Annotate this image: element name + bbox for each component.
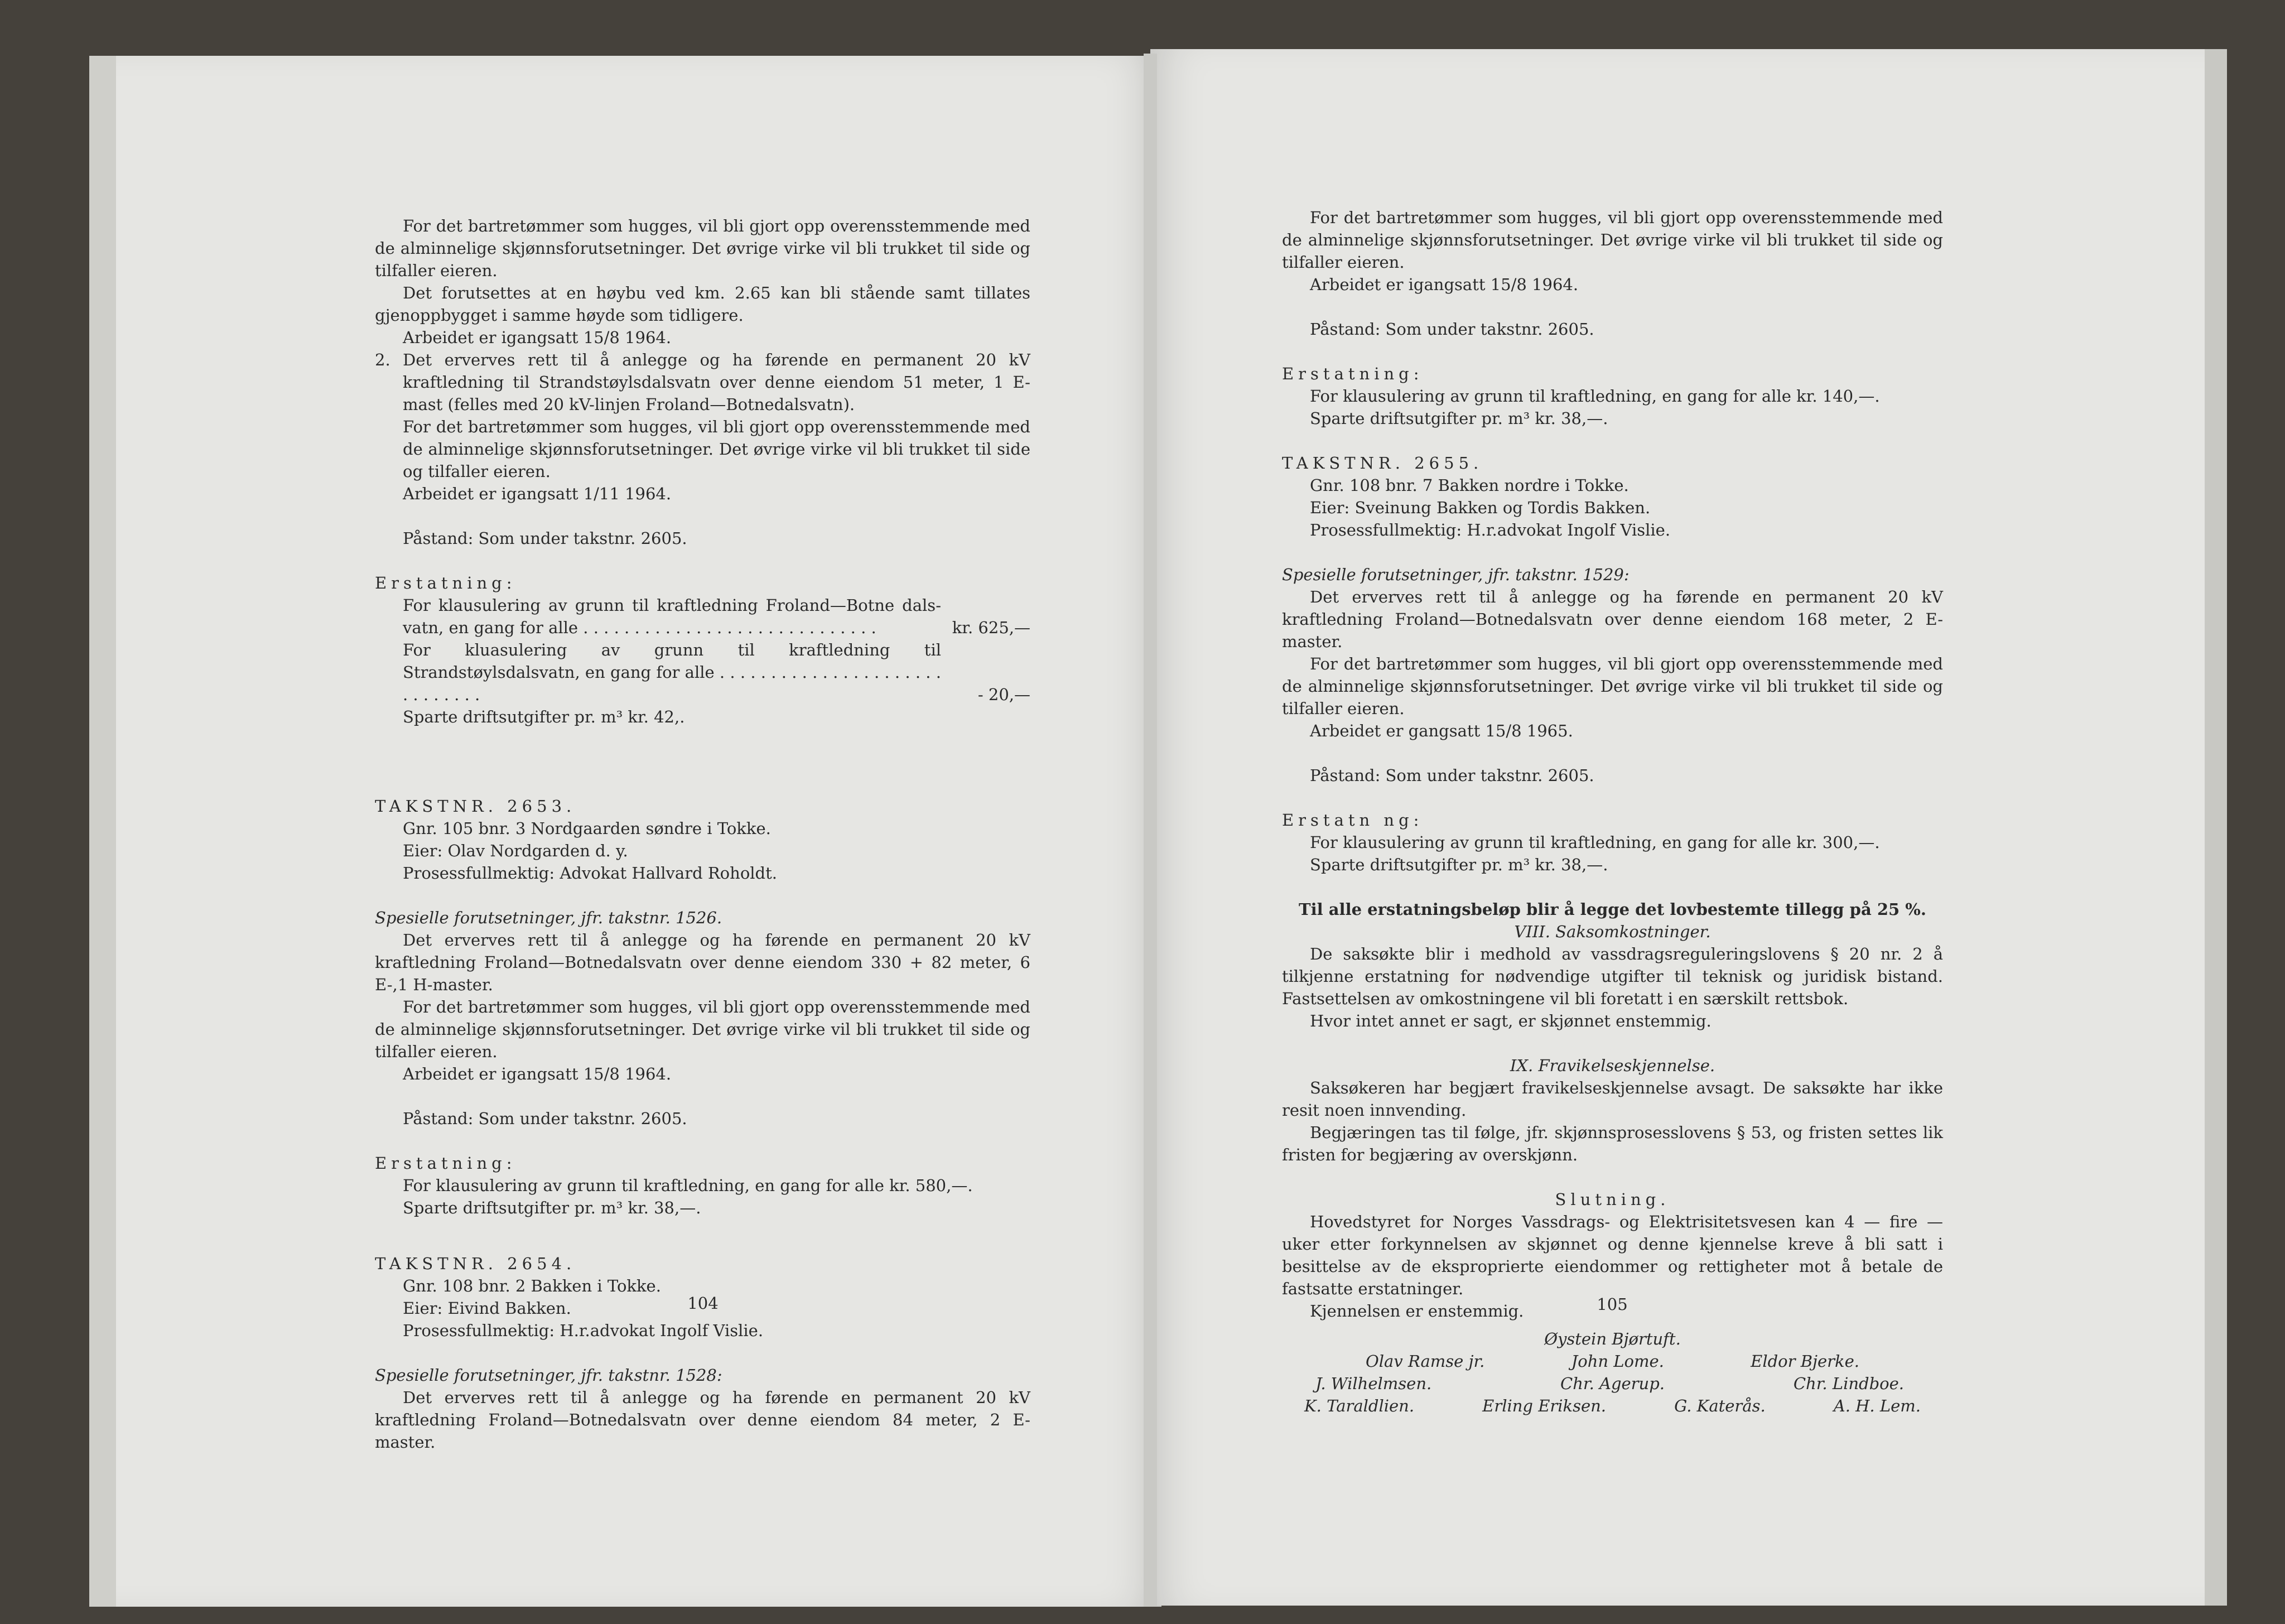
paragraph: Sparte driftsutgifter pr. m³ kr. 38,—. xyxy=(403,1198,701,1217)
paragraph: For det bartretømmer som hugges, vil bli gjort opp overensstemmende med de alminnelige skjønnsforutsetninger. Det øvrige virke vil bli trukket til side og tilfaller eieren. xyxy=(1282,654,1943,718)
owner-line: Eier: Sveinung Bakken og Tordis Bakken. xyxy=(1310,498,1651,517)
pastand: Påstand: Som under takstnr. 2605. xyxy=(403,1109,687,1128)
compensation-row xyxy=(403,639,1030,706)
paragraph: For det bartretømmer som hugges, vil bli gjort opp overensstemmende med de alminnelige skjønnsforutsetninger. Det øvrige virke vil bli trukket til side og tilfaller eieren. xyxy=(375,997,1030,1061)
section-heading: VIII. Saksomkostninger. xyxy=(1514,922,1711,941)
signature-row xyxy=(1282,1372,1943,1395)
paragraph: Arbeidet er igangsatt 15/8 1964. xyxy=(403,1064,672,1083)
paragraph: Begjæringen tas til følge, jfr. skjønnsprosesslovens § 53, og fristen settes lik fristen for begjæring av overskjønn. xyxy=(1282,1123,1943,1164)
takst-heading: TAKSTNR. 2653. xyxy=(375,797,576,816)
section-heading: Erstatning: xyxy=(375,1154,517,1173)
compensation-amount: kr. 625,— xyxy=(952,618,1030,637)
paragraph: Sparte driftsutgifter pr. m³ kr. 38,—. xyxy=(1310,855,1608,874)
signature-row xyxy=(1282,1350,1943,1372)
signature: Chr. Agerup. xyxy=(1560,1374,1665,1393)
paragraph: Det erverves rett til å anlegge og ha førende en permanent 20 kV kraftledning Froland—Botnedalsvatn over denne eiendom 330 + 82 meter, 6 E-,1 H-master. xyxy=(375,931,1030,994)
pastand: Påstand: Som under takstnr. 2605. xyxy=(403,529,687,548)
paragraph: Det erverves rett til å anlegge og ha førende en permanent 20 kV kraftledning til Strandstøylsdalsvatn over denne eiendom 51 meter, 1 E-mast (felles med 20 kV-linjen Froland—Botnedalsvatn). xyxy=(403,350,1030,414)
paragraph: For det bartretømmer som hugges, vil bli gjort opp overensstemmende med de alminnelige skjønnsforutsetninger. Det øvrige virke vil bli trukket til side og tilfaller eieren. xyxy=(375,216,1030,280)
signature: Chr. Lindboe. xyxy=(1793,1374,1904,1393)
signature: Eldor Bjerke. xyxy=(1751,1352,1859,1371)
paragraph: Arbeidet er igangsatt 15/8 1964. xyxy=(403,328,672,347)
gnr-line: Gnr. 108 bnr. 7 Bakken nordre i Tokke. xyxy=(1310,476,1629,495)
signature: Olav Ramse jr. xyxy=(1366,1352,1485,1371)
paragraph: Sparte driftsutgifter pr. m³ kr. 42,. xyxy=(403,707,685,726)
paragraph: Det erverves rett til å anlegge og ha førende en permanent 20 kV kraftledning Froland—Botnedalsvatn over denne eiendom 84 meter, 2 E-master. xyxy=(375,1388,1030,1452)
paragraph: Hvor intet annet er sagt, er skjønnet enstemmig. xyxy=(1310,1011,1712,1030)
paragraph: Det forutsettes at en høybu ved km. 2.65 kan bli stående samt tillates gjenoppbygget i samme høyde som tidligere. xyxy=(375,283,1030,325)
owner-line: Eier: Eivind Bakken. xyxy=(403,1299,571,1318)
takst-heading: TAKSTNR. 2654. xyxy=(375,1254,576,1273)
pastand: Påstand: Som under takstnr. 2605. xyxy=(1310,320,1594,339)
numbered-item xyxy=(375,349,1030,505)
compensation-desc: For kluasulering av grunn til kraftledning til Strandstøylsdalsvatn, en gang for alle . . . . . . . . . . . . . . . . . . . . . . . . . . . . . . xyxy=(403,640,941,704)
paragraph: De saksøkte blir i medhold av vassdragsreguleringslovens § 20 nr. 2 å tilkjenne erstatning for nødvendige utgifter til teknisk og juridisk bistand. Fastsettelsen av omkostningene vil bli foretatt i en særskilt rettsbok. xyxy=(1282,944,1943,1008)
paragraph: For klausulering av grunn til kraftledning, en gang for alle kr. 140,—. xyxy=(1310,387,1880,406)
signature: John Lome. xyxy=(1571,1352,1664,1371)
paragraph: For klausulering av grunn til kraftledning, en gang for alle kr. 580,—. xyxy=(403,1176,973,1195)
item-number: 2. xyxy=(375,350,391,369)
section-heading: Erstatning: xyxy=(1282,364,1424,383)
counsel-line: Prosessfullmektig: Advokat Hallvard Roholdt. xyxy=(403,864,777,883)
signature: J. Wilhelmsen. xyxy=(1315,1374,1432,1393)
signature-row xyxy=(1282,1395,1943,1417)
section-heading: Erstatning: xyxy=(375,574,517,592)
left-page-text xyxy=(375,215,1030,1453)
page-number: 104 xyxy=(687,1294,719,1313)
signature: A. H. Lem. xyxy=(1833,1396,1921,1415)
paragraph: Saksøkeren har begjært fravikelseskjennelse avsagt. De saksøkte har ikke resit noen innvending. xyxy=(1282,1078,1943,1120)
signature-chair: Øystein Bjørtuft. xyxy=(1544,1329,1681,1348)
supplement-note: Til alle erstatningsbeløp blir å legge det lovbestemte tillegg på 25 %. xyxy=(1299,900,1926,919)
pastand: Påstand: Som under takstnr. 2605. xyxy=(1310,766,1594,785)
paragraph: Arbeidet er igangsatt 15/8 1964. xyxy=(1310,275,1579,294)
compensation-row xyxy=(403,594,1030,639)
signature: G. Katerås. xyxy=(1674,1396,1766,1415)
compensation-desc: For klausulering av grunn til kraftledning Froland—Botne dals-vatn, en gang for alle . . . . . . . . . . . . . . . . . . . . . . . . . . . . . xyxy=(403,596,941,637)
paragraph: Kjennelsen er enstemmig. xyxy=(1310,1302,1524,1321)
counsel-line: Prosessfullmektig: H.r.advokat Ingolf Vislie. xyxy=(403,1321,764,1340)
compensation-amount: - 20,— xyxy=(977,685,1030,704)
owner-line: Eier: Olav Nordgarden d. y. xyxy=(403,841,628,860)
paragraph: For det bartretømmer som hugges, vil bli gjort opp overensstemmende med de alminnelige skjønnsforutsetninger. Det øvrige virke vil bli trukket til side og tilfaller eieren. xyxy=(403,417,1030,481)
special-conditions: Spesielle forutsetninger, jfr. takstnr. 1526. xyxy=(375,908,722,927)
paragraph: Det erverves rett til å anlegge og ha førende en permanent 20 kV kraftledning Froland—Botnedalsvatn over denne eiendom 168 meter, 2 E-master. xyxy=(1282,587,1943,651)
page-number: 105 xyxy=(1597,1295,1628,1314)
gnr-line: Gnr. 105 bnr. 3 Nordgaarden søndre i Tokke. xyxy=(403,819,771,838)
takst-heading: TAKSTNR. 2655. xyxy=(1282,454,1483,473)
special-conditions: Spesielle forutsetninger, jfr. takstnr. 1529: xyxy=(1282,565,1630,584)
section-heading: Slutning. xyxy=(1555,1190,1670,1209)
paragraph: Hovedstyret for Norges Vassdrags- og Elektrisitetsvesen kan 4 — fire — uker etter forkynnelsen av skjønnet og denne kjennelse kreve å bli satt i besittelse av de eksproprierte eiendommer og rettigheter mot å betale de fastsatte erstatninger. xyxy=(1282,1212,1943,1298)
special-conditions: Spesielle forutsetninger, jfr. takstnr. 1528: xyxy=(375,1366,722,1385)
paragraph: Sparte driftsutgifter pr. m³ kr. 38,—. xyxy=(1310,409,1608,428)
section-heading: Erstatn ng: xyxy=(1282,811,1424,830)
signature: K. Taraldlien. xyxy=(1304,1396,1415,1415)
paragraph: For det bartretømmer som hugges, vil bli gjort opp overensstemmende med de alminnelige skjønnsforutsetninger. Det øvrige virke vil bli trukket til side og tilfaller eieren. xyxy=(1282,208,1943,272)
section-heading: IX. Fravikelseskjennelse. xyxy=(1510,1056,1715,1075)
gnr-line: Gnr. 108 bnr. 2 Bakken i Tokke. xyxy=(403,1276,661,1295)
paragraph: Arbeidet er gangsatt 15/8 1965. xyxy=(1310,721,1573,740)
counsel-line: Prosessfullmektig: H.r.advokat Ingolf Vislie. xyxy=(1310,521,1671,539)
paragraph: Arbeidet er igangsatt 1/11 1964. xyxy=(403,484,672,503)
book-gutter xyxy=(1144,54,1157,1607)
signature: Erling Eriksen. xyxy=(1482,1396,1607,1415)
paragraph: For klausulering av grunn til kraftledning, en gang for alle kr. 300,—. xyxy=(1310,833,1880,852)
right-page-text xyxy=(1282,206,1943,1417)
